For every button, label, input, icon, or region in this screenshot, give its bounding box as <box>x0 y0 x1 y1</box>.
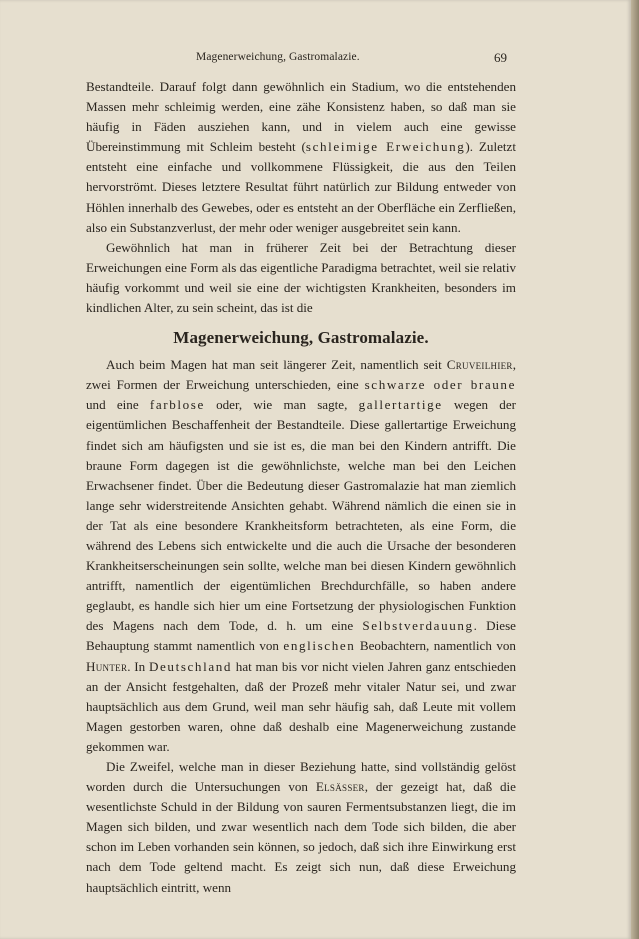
spaced-term: englischen <box>283 638 356 654</box>
author-name: Hunter <box>86 658 128 674</box>
paragraph-1 <box>86 77 516 238</box>
body-text <box>86 77 516 898</box>
text-run: Beobachtern, namentlich von <box>355 638 516 654</box>
spaced-term: schleimige Erweichung <box>305 139 466 155</box>
text-run: . Diese Behauptung stammt namentlich von <box>86 618 516 654</box>
spaced-term: Selbstverdauung <box>362 618 474 634</box>
text-run: Die Zweifel, welche man in dieser Beziehung hatte, sind vollständig gelöst worden durch die Untersuchungen von <box>86 759 516 795</box>
page-number: 69 <box>494 50 507 65</box>
spaced-term: Deutschland <box>148 658 233 674</box>
paragraph-4 <box>86 757 516 898</box>
paragraph-3 <box>86 355 516 757</box>
text-run: ). Zuletzt entsteht eine einfache und vollkommene Flüssigkeit, die aus den Teilen hervorströmt. Dieses letztere Resultat führt natürlich zur Bildung entweder von Höhlen innerhalb des Gewebes, oder es entsteht an der Oberfläche ein Zerfließen, also ein Substanzverlust, der mehr oder weniger ausgebreitet sein kann. <box>86 139 517 235</box>
text-run: oder, wie man sagte, <box>204 397 359 413</box>
spaced-term: schwarze oder braune <box>364 377 516 393</box>
spaced-term: gallertartige <box>358 397 443 413</box>
page-edge <box>631 0 639 939</box>
text-run: , zwei Formen der Erweichung unterschieden, eine <box>86 357 516 393</box>
text-run: hat man bis vor nicht vielen Jahren ganz entschieden an der Ansicht festgehalten, daß der Prozeß mehr vitaler Natur sei, und zwar hauptsächlich aus dem Grund, weil man sehr häufig sah, daß Leute mit vollem Magen gestorben waren, ohne daß deshalb eine Magenerweichung zustande gekommen war. <box>86 658 516 754</box>
running-title: Magenerweichung, Gastromalazie. <box>196 51 360 63</box>
running-head <box>0 51 631 69</box>
text-run: Bestandteile. Darauf folgt dann gewöhnlich ein Stadium, wo die entstehenden Massen mehr schleimig werden, eine zähe Konsistenz haben, so daß man sie häufig in Fäden ausziehen kann, und in vielem auch eine gewisse Übereinstimmung mit Schleim besteht ( <box>86 79 516 155</box>
author-name: Elsässer <box>315 779 365 795</box>
author-name: Cruveilhier <box>446 357 513 373</box>
section-heading: Magenerweichung, Gastromalazie. <box>173 328 429 348</box>
text-run: , der gezeigt hat, daß die wesentlichste Schuld in der Bildung von sauren Fermentsubstanzen liegt, die im Magen sich bilden, und zwar wesentlich nach dem Tode sich bilden, die aber schon im Leben vorhanden sein können, so jedoch, daß sich ihre Einwirkung erst nach dem Tode geltend macht. Es zeigt sich nun, daß diese Erweichung hauptsächlich eintritt, wenn <box>86 779 516 895</box>
text-run: Auch beim Magen hat man seit längerer Zeit, namentlich seit <box>106 357 447 373</box>
paragraph-2: Gewöhnlich hat man in früherer Zeit bei der Betrachtung dieser Erweichungen eine Form als das eigentliche Paradigma betrachtet, weil sie relativ häufig vorkommt und weil sie eine der wichtigsten Krankheiten, besonders im kindlichen Alter, zu sein scheint, das ist die <box>86 239 516 316</box>
text-run: . In <box>127 658 149 674</box>
text-run: und eine <box>86 397 150 413</box>
text-run: wegen der eigentümlichen Beschaffenheit der Bestandteile. Diese gallertartige Erweichung findet sich am häufigsten und sie ist es, die man bei den Kindern antrifft. Die braune Form dagegen ist die gewöhnlichste, welche man bei den Leichen Erwachsener findet. Über die Bedeutung dieser Gastromalazie hat man ziemlich lange sehr widerstreitende Ansichten gehabt. Während nämlich die einen sie in der Tat als eine besondere Krankheitsform betrachteten, als eine Form, die während des Lebens sich entwickelte und die auch die Ursache der besonderen Krankheitserscheinungen sein sollte, welche man bei diesen Kindern gewöhnlich antrifft, namentlich der eigentümlichen Brechdurchfälle, so haben andere geglaubt, es handle sich hier um eine Fortsetzung der physiologischen Funktion des Magens nach dem Tode, d. h. um eine <box>86 397 516 634</box>
spaced-term: farblose <box>149 397 205 413</box>
